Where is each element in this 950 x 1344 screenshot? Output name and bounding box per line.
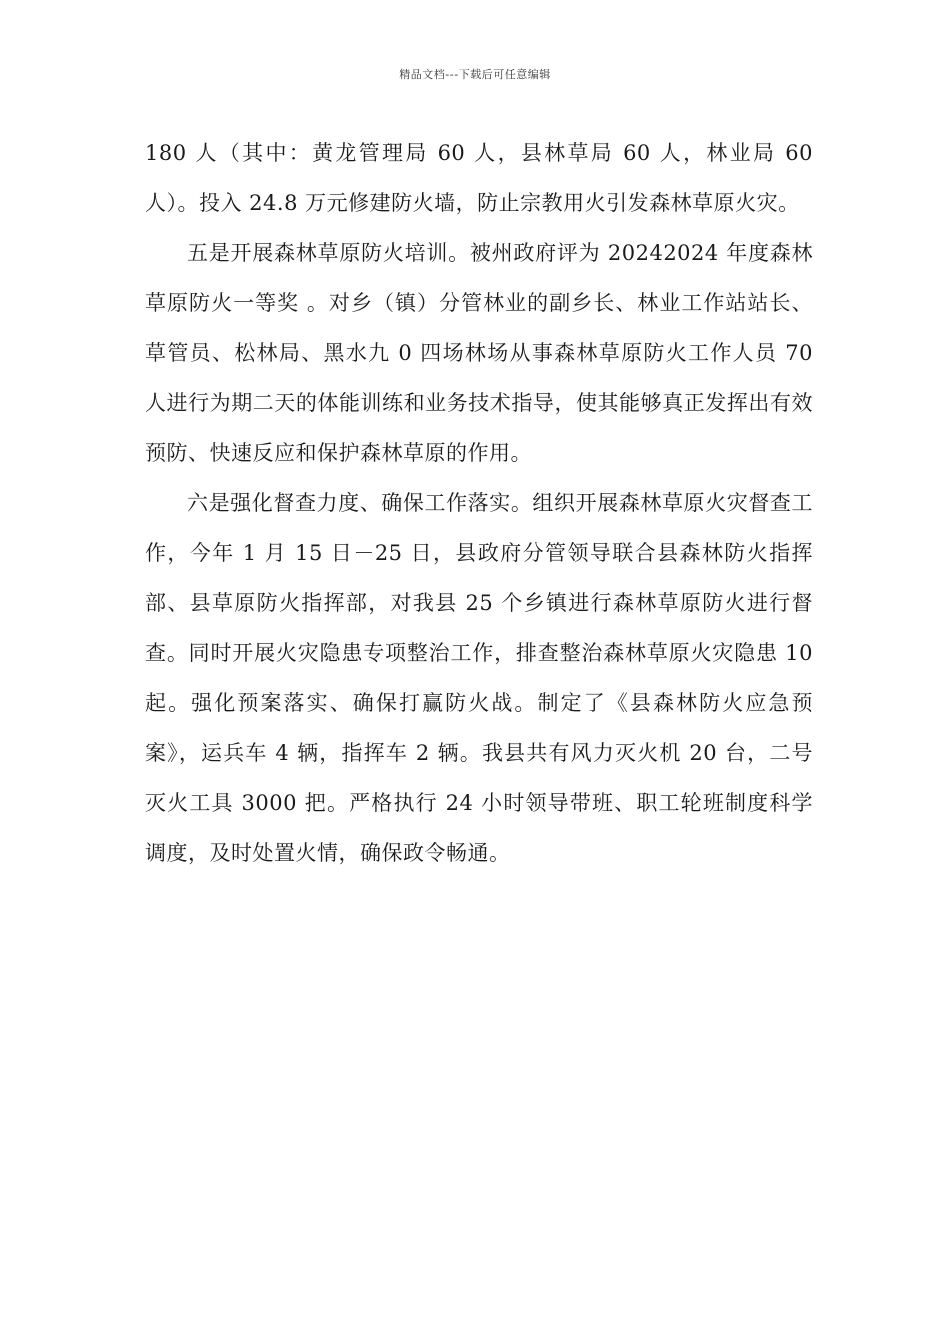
paragraph-fire-training: 五是开展森林草原防火培训。被州政府评为 20242024 年度森林草原防火一等奖 。对乡（镇）分管林业的副乡长、林业工作站站长、草管员、松林局、黑水九 0 四场林场从事森林草原防火工作人员 70 人进行为期二天的体能训练和业务技术指导，使其能够真正发挥出有效预防、快速反应和保护森林草原的作用。: [145, 241, 813, 465]
page-header: 精品文档---下载后可任意编辑: [399, 68, 551, 81]
paragraph-continuation: 180 人（其中：黄龙管理局 60 人，县林草局 60 人，林业局 60 人）。投入 24.8 万元修建防火墙，防止宗教用火引发森林草原火灾。: [145, 141, 813, 215]
paragraph-supervision: 六是强化督查力度、确保工作落实。组织开展森林草原火灾督查工作，今年 1 月 15 日－25 日，县政府分管领导联合县森林防火指挥部、县草原防火指挥部，对我县 25 个乡镇进行森林草原防火进行督查。同时开展火灾隐患专项整治工作，排查整治森林草原火灾隐患 10 起。强化预案落实、确保打赢防火战。制定了《县森林防火应急预案》，运兵车 4 辆，指挥车 2 辆。我县共有风力灭火机 20 台，二号灭火工具 3000 把。严格执行 24 小时领导带班、职工轮班制度科学调度，及时处置火情，确保政令畅通。: [145, 491, 813, 865]
document-body: [145, 128, 813, 878]
